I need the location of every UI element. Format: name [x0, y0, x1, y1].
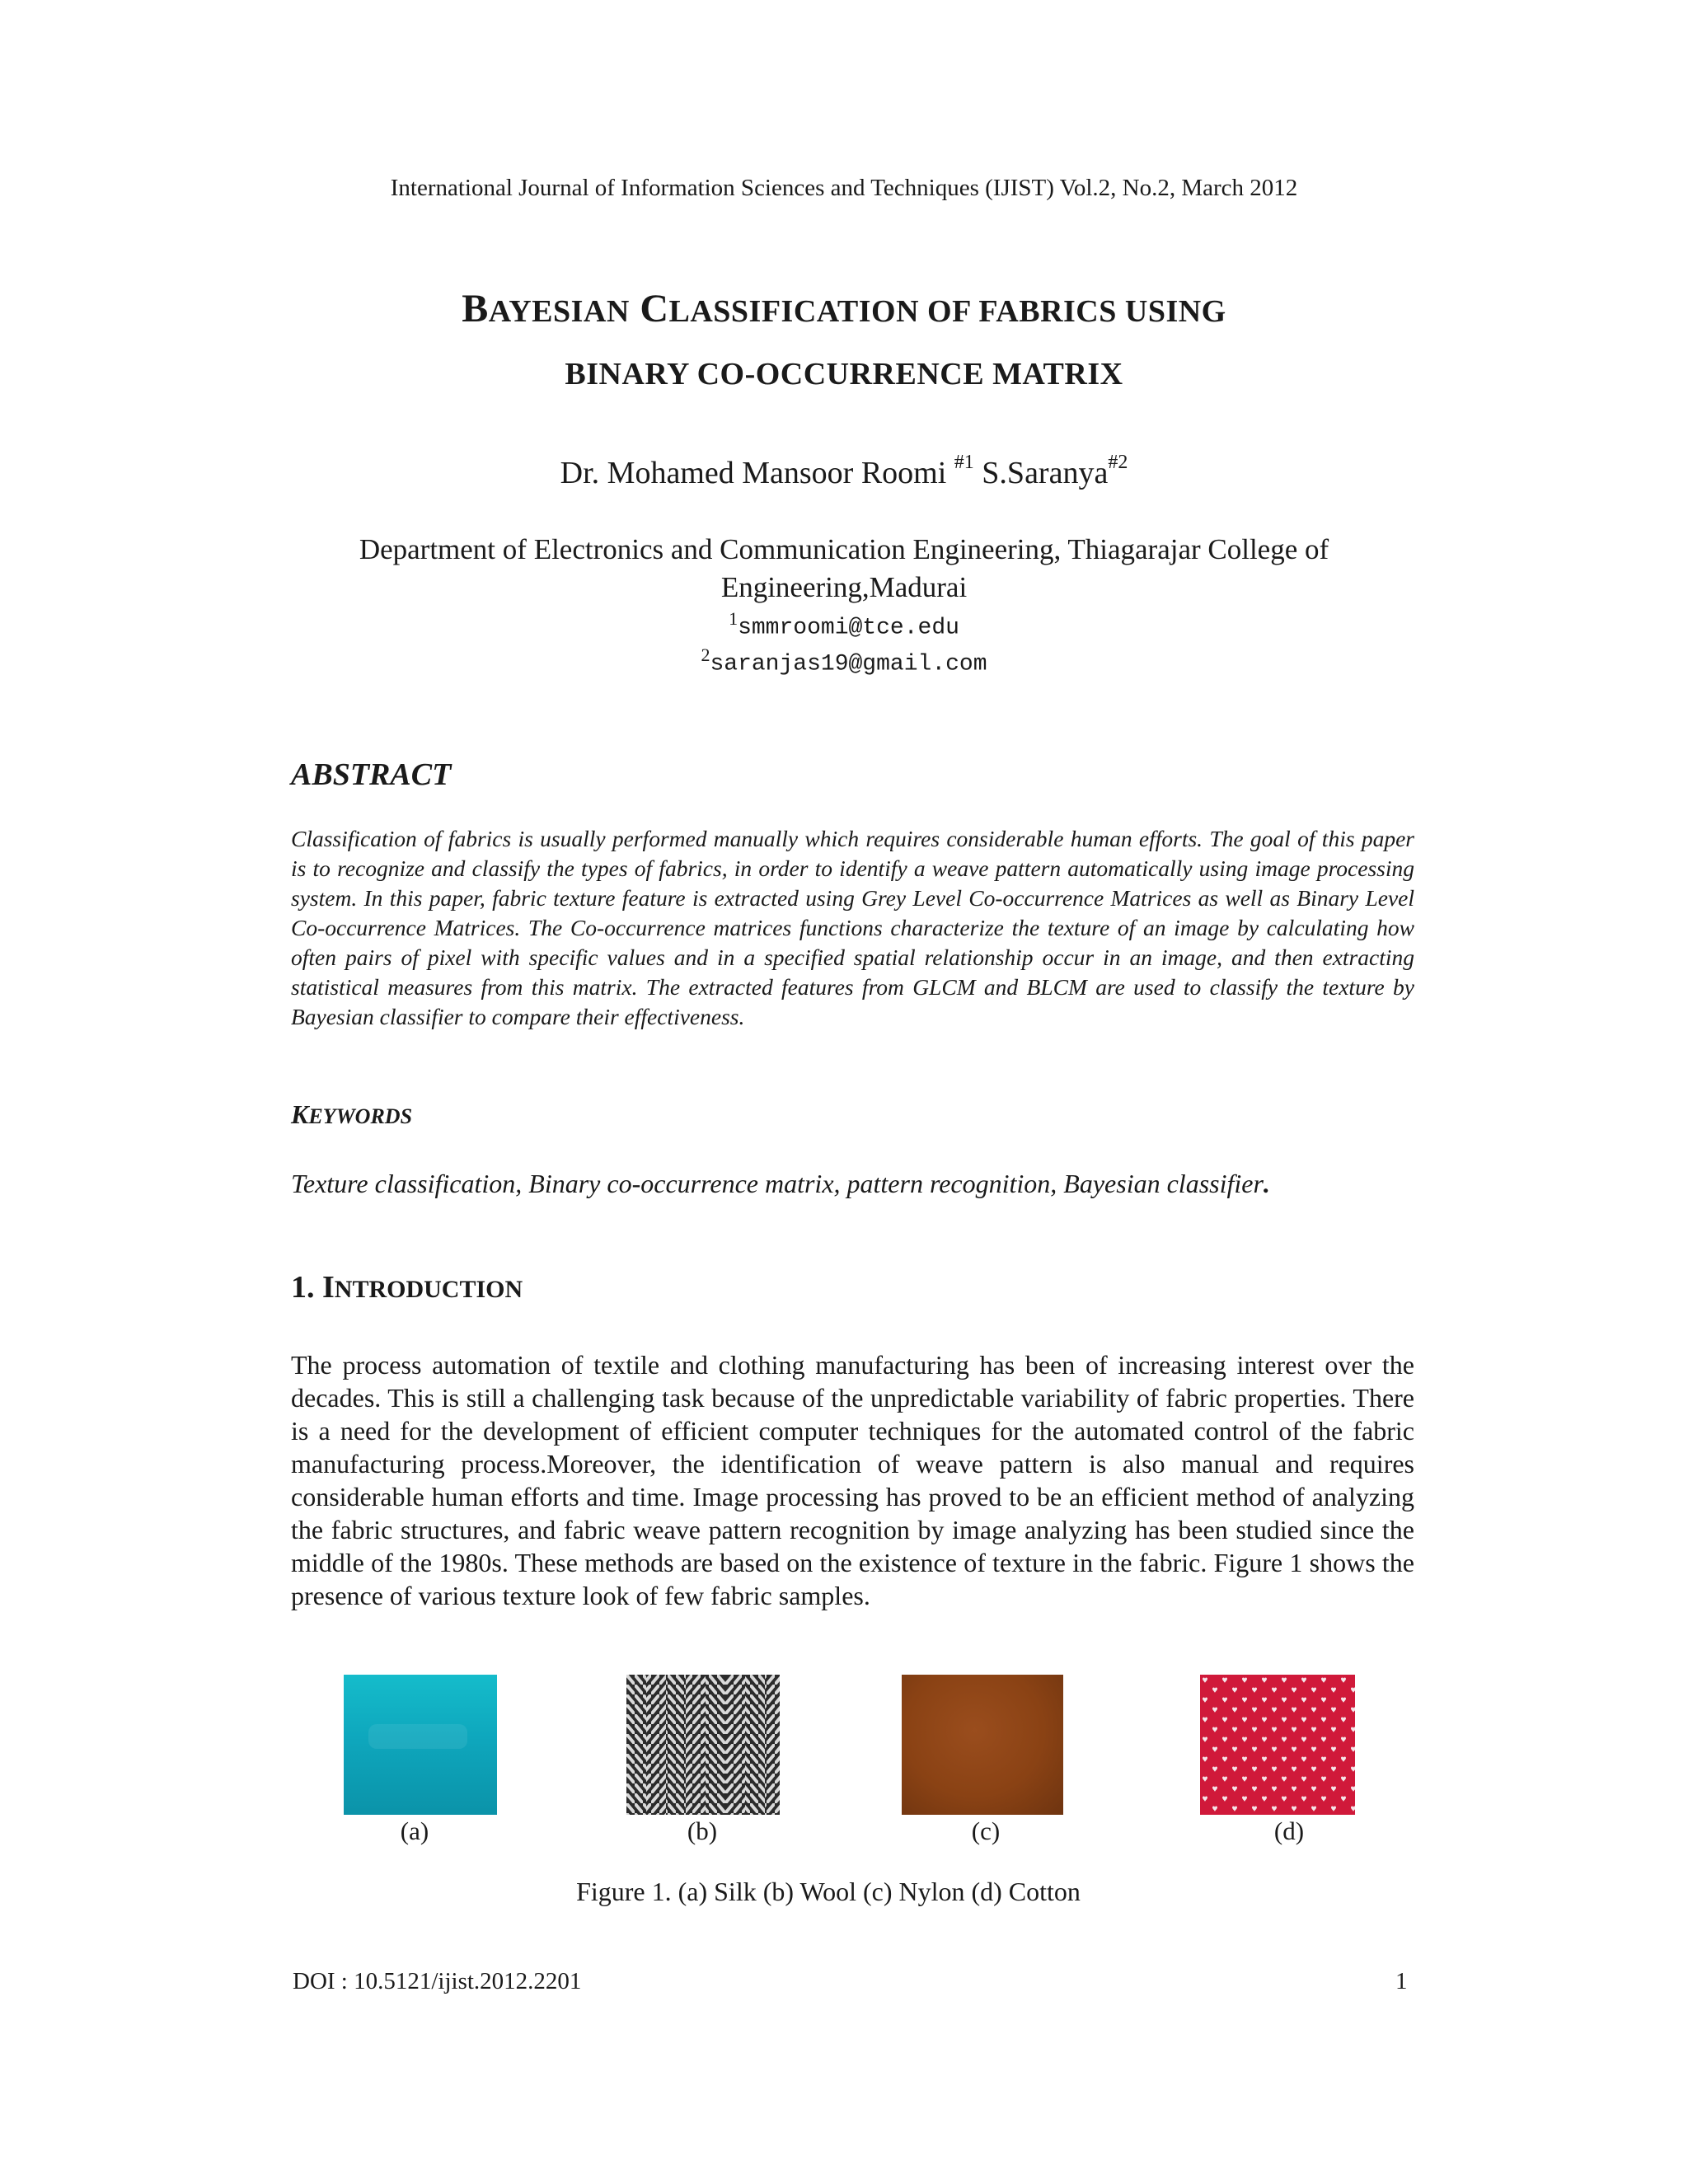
title-rest-line-2: BINARY CO-OCCURRENCE MATRIX: [565, 357, 1123, 391]
introduction-text: The process automation of textile and clothing manufacturing has been of increasing interest over the decades. This is still a challenging task because of the unpredictable variability of fabric properties. There is a need for the development of efficient computer techniques for the automated control of the fabric manufacturing process.Moreover, the identification of weave pattern is also manual and requires considerable human efforts and time. Image processing has proved to be an efficient method of analyzing the fabric structures, and fabric weave pattern recognition by image analyzing has been studied since the middle of the 1980s. These methods are based on the existence of texture in the fabric. Figure 1 shows the presence of various texture look of few fabric samples.: [291, 1350, 1414, 1610]
paper-title-line-2: [0, 348, 1688, 396]
title-cap-c: C: [640, 287, 669, 330]
cotton-heart-pattern: [1200, 1675, 1355, 1815]
keywords-heading: [291, 1099, 1414, 1130]
introduction-heading-number: 1. I: [291, 1270, 335, 1305]
journal-header: International Journal of Information Sciences and Techniques (IJIST) Vol.2, No.2, March 2012: [390, 175, 1298, 201]
fabric-image-nylon: [902, 1675, 1063, 1815]
doi[interactable]: DOI : 10.5121/ijist.2012.2201: [293, 1968, 582, 1994]
email-1-mark: 1: [729, 608, 738, 629]
figure-label-d: (d): [1273, 1816, 1305, 1845]
email-2-mark: 2: [701, 644, 710, 665]
title-cap-b: B: [462, 287, 489, 330]
affiliation-line-1: Department of Electronics and Communication Engineering, Thiagarajar College of: [359, 533, 1329, 565]
author-1-mark: #1: [954, 452, 974, 474]
authors: [0, 452, 1688, 491]
email-1[interactable]: [0, 608, 1688, 640]
email-2-address[interactable]: saranjas19@gmail.com: [710, 651, 987, 677]
keywords-list: Texture classification, Binary co-occurrence matrix, pattern recognition, Bayesian classifier: [291, 1169, 1264, 1198]
wool-herringbone-pattern: [626, 1675, 780, 1815]
author-2-mark: #2: [1108, 452, 1128, 474]
email-1-address[interactable]: smmroomi@tce.edu: [738, 615, 959, 641]
email-2[interactable]: [0, 644, 1688, 677]
abstract-text: Classification of fabrics is usually performed manually which requires considerable human efforts. The goal of this paper is to recognize and classify the types of fabrics, in order to identify a weave pattern automatically using image processing system. In this paper, fabric texture feature is extracted using Grey Level Co-occurrence Matrices as well as Binary Level Co-occurrence Matrices. The Co-occurrence matrices functions characterize the texture of an image by calculating how often pairs of pixel with specific values and in a specified spatial relationship occur in an image, and then extracting statistical measures from this matrix. The extracted features from GLCM and BLCM are used to classify the texture by Bayesian classifier to compare their effectiveness.: [291, 826, 1414, 1029]
fabric-image-silk: [344, 1675, 497, 1815]
affiliation: [0, 531, 1688, 607]
page-number: 1: [1395, 1968, 1408, 1994]
paper-title-line-1: [0, 285, 1688, 333]
figure-caption: Figure 1. (a) Silk (b) Wool (c) Nylon (d) Cotton: [576, 1877, 1081, 1906]
keywords-heading-cap: K: [291, 1099, 309, 1129]
keywords-text: [291, 1169, 1414, 1199]
affiliation-line-2: Engineering,Madurai: [720, 571, 968, 603]
keywords-end-mark: .: [1263, 1169, 1270, 1198]
figure-label-b: (b): [687, 1816, 718, 1845]
title-rest-line-1: LASSIFICATION OF FABRICS USING: [668, 294, 1226, 329]
title-word-ayesian: AYESIAN: [488, 294, 630, 329]
fabric-image-wool: [626, 1675, 780, 1815]
author-1-name: Dr. Mohamed Mansoor Roomi: [560, 456, 947, 490]
introduction-heading-rest: NTRODUCTION: [334, 1276, 523, 1303]
abstract-heading: ABSTRACT: [291, 757, 452, 792]
figure-label-a: (a): [400, 1816, 429, 1845]
keywords-heading-rest: EYWORDS: [308, 1104, 413, 1128]
fabric-image-cotton: [1200, 1675, 1355, 1815]
introduction-heading: [291, 1269, 1414, 1305]
figure-label-c: (c): [971, 1816, 1001, 1845]
author-2-name: S.Saranya: [982, 456, 1109, 490]
